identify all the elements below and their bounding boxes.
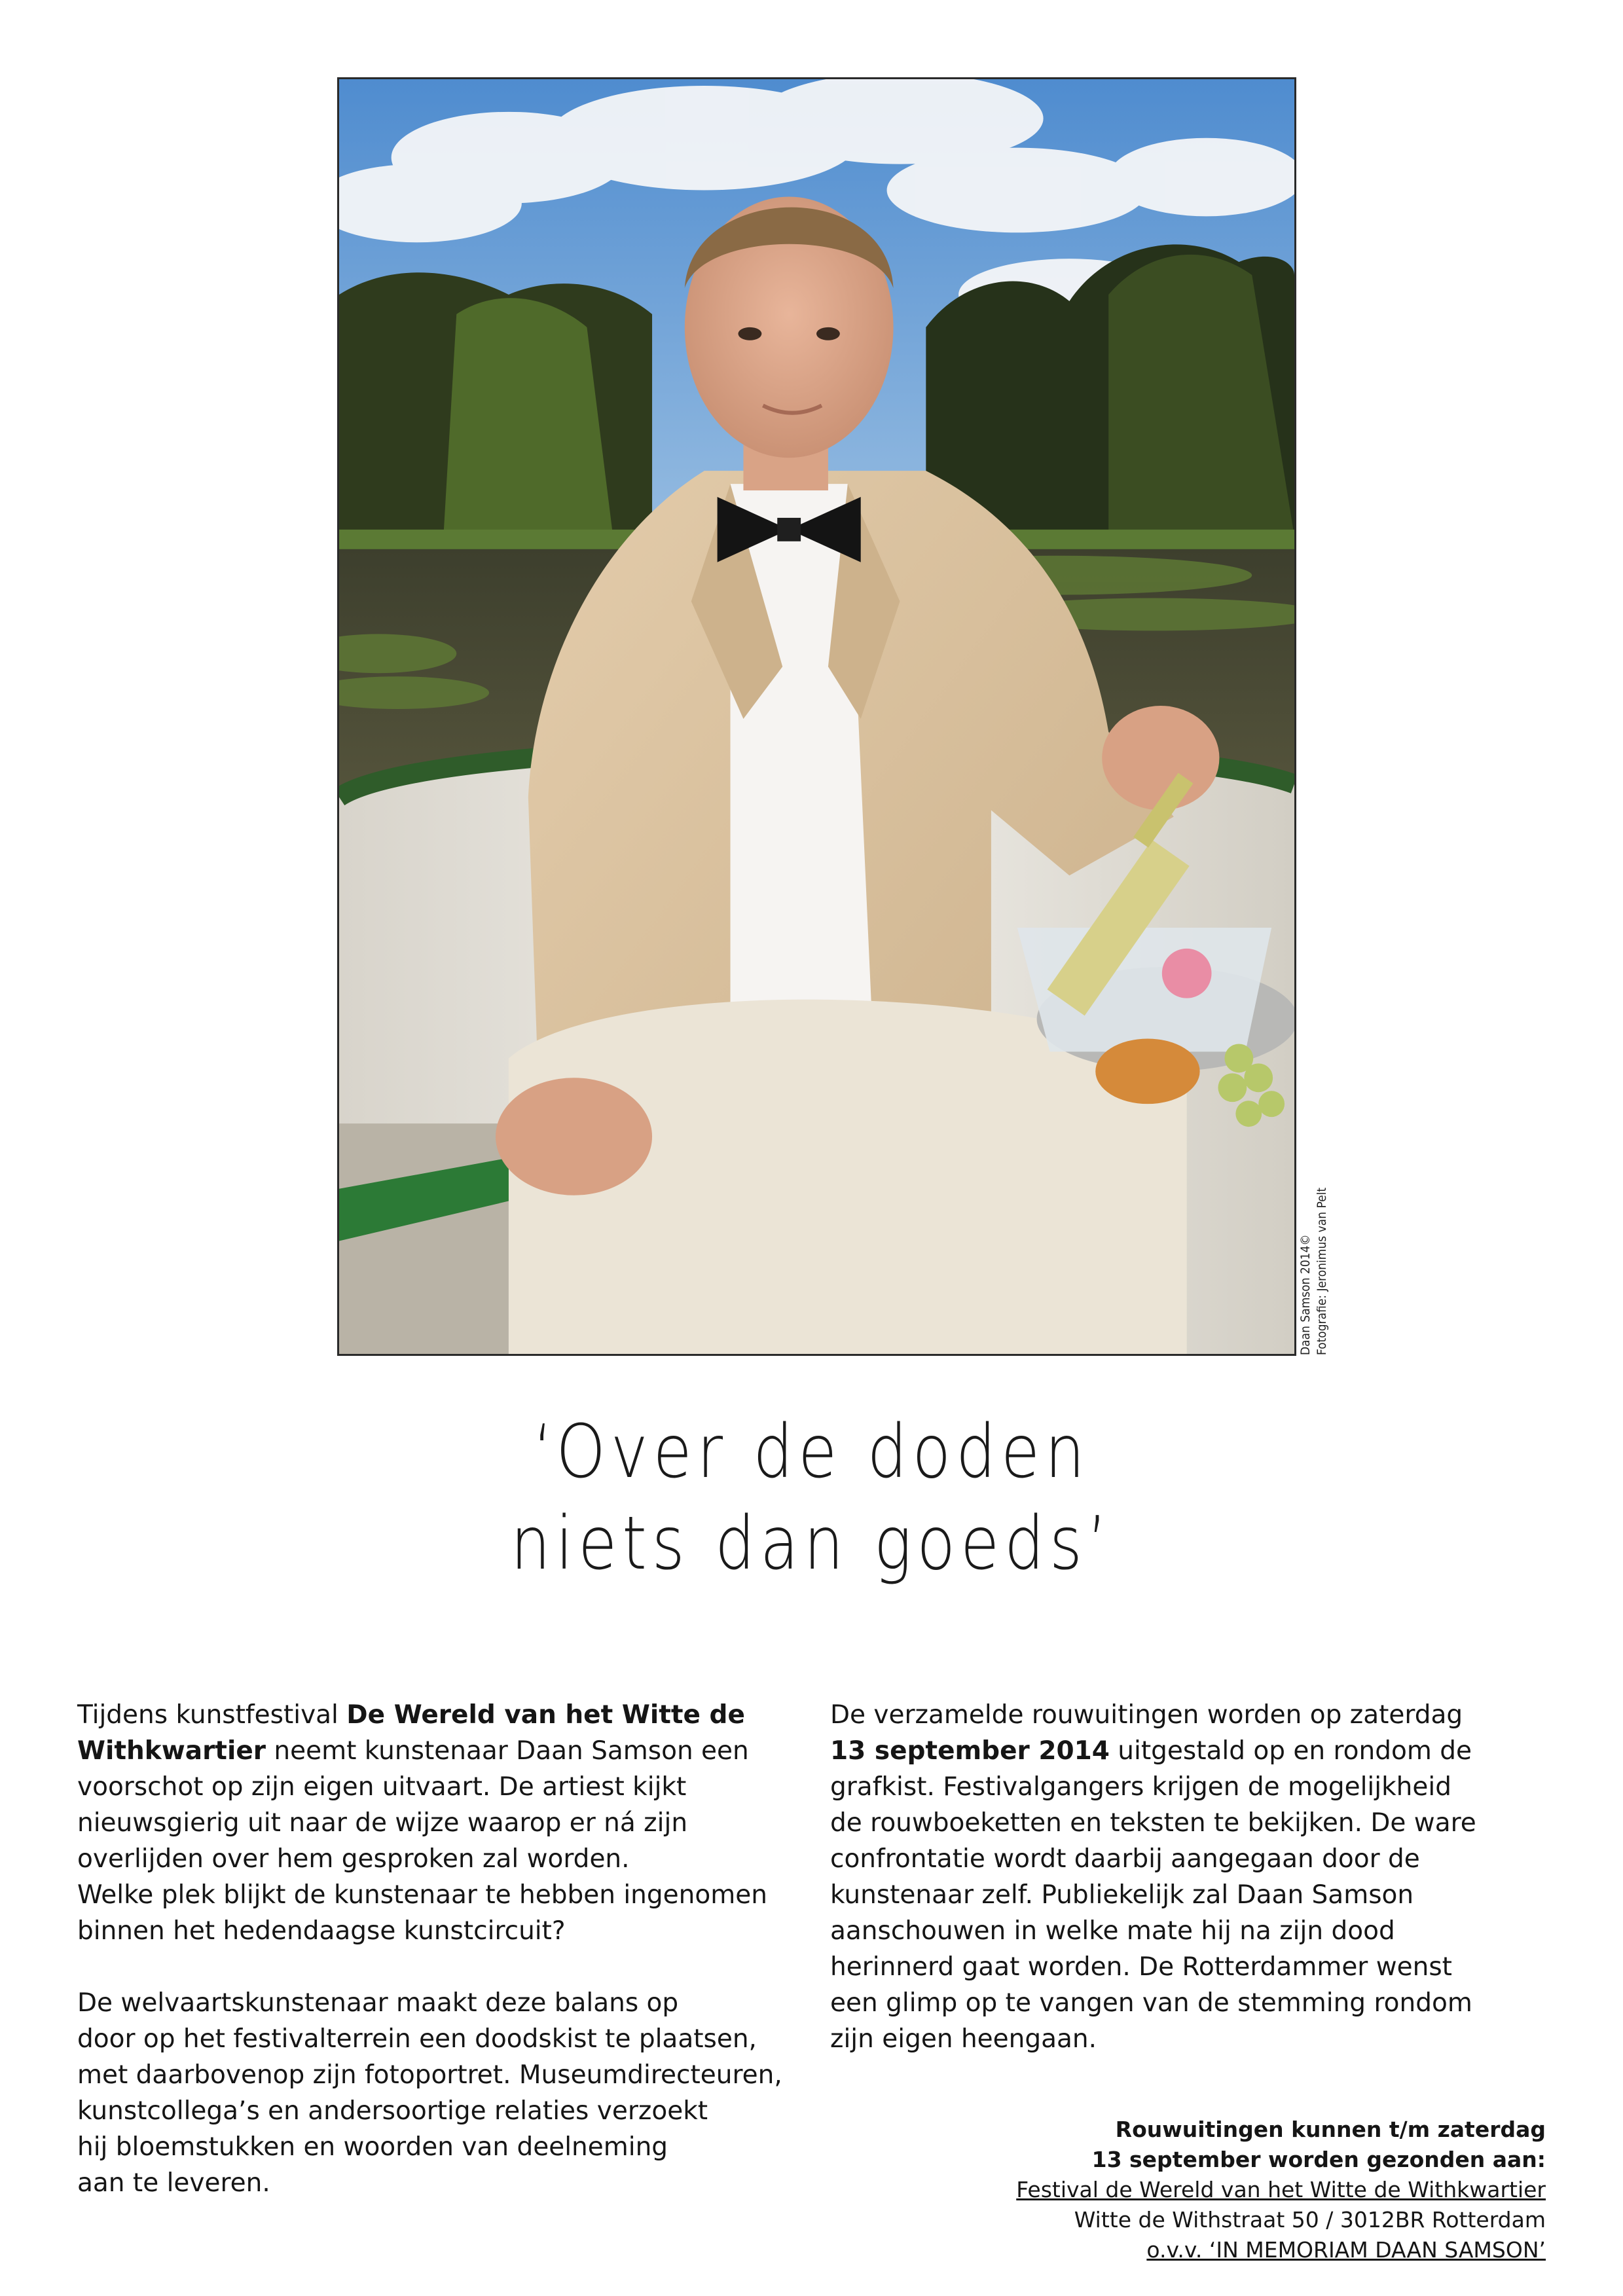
text-line: een glimp op te vangen van de stemming rondom xyxy=(830,1988,1472,2018)
text-line: door op het festivalterrein een doodskist te plaatsen, xyxy=(77,2024,757,2054)
text-line: binnen het hedendaagse kunstcircuit? xyxy=(77,1916,566,1946)
text-line: De welvaartskunstenaar maakt deze balans op xyxy=(77,1988,679,2018)
text-line: hij bloemstukken en woorden van deelneming xyxy=(77,2132,668,2162)
text-line: aanschouwen in welke mate hij na zijn dood xyxy=(830,1916,1395,1946)
text-line: kunstenaar zelf. Publiekelijk zal Daan Samson xyxy=(830,1880,1414,1910)
notice-deadline: Rouwuitingen kunnen t/m zaterdag xyxy=(1115,2117,1546,2142)
notice-reference: o.v.v. ‘IN MEMORIAM DAAN SAMSON’ xyxy=(1146,2237,1546,2263)
text-line: voorschot op zijn eigen uitvaart. De artiest kijkt xyxy=(77,1772,687,1802)
credit-photographer: Fotografie: Jeronimus van Pelt xyxy=(1315,1187,1329,1355)
text-run: Tijdens kunstfestival xyxy=(77,1700,347,1730)
text-line: herinnerd gaat worden. De Rotterdammer wenst xyxy=(830,1952,1452,1982)
text-line: nieuwsgierig uit naar de wijze waarop er ná zijn xyxy=(77,1808,688,1838)
right-column xyxy=(830,1697,1544,2057)
text-line: met daarbovenop zijn fotoportret. Museumdirecteuren, xyxy=(77,2060,782,2090)
headline xyxy=(114,1406,1510,1590)
headline-line-2: niets dan goeds’ xyxy=(510,1501,1113,1586)
paragraph-intro xyxy=(77,1697,791,1949)
notice-deadline-date: 13 september worden gezonden aan: xyxy=(1091,2147,1546,2172)
text-line: overlijden over hem gesproken zal worden. xyxy=(77,1844,630,1874)
festival-name-bold: Withkwartier xyxy=(77,1736,266,1766)
submission-notice xyxy=(957,2115,1546,2265)
text-line xyxy=(77,1733,791,1769)
notice-address: Witte de Withstraat 50 / 3012BR Rotterdam xyxy=(1074,2207,1546,2232)
paragraph-spacer xyxy=(77,1949,791,1985)
text-line: aan te leveren. xyxy=(77,2168,270,2198)
photo-credit xyxy=(1298,1165,1494,1362)
paragraph-balance xyxy=(77,1985,791,2201)
text-line xyxy=(830,1733,1544,1769)
headline-line-1: ‘Over de doden xyxy=(533,1410,1090,1495)
event-date-bold: 13 september 2014 xyxy=(830,1736,1110,1766)
text-line: De verzamelde rouwuitingen worden op zaterdag xyxy=(830,1700,1463,1730)
paragraph-exhibition xyxy=(830,1697,1544,2057)
text-line: de rouwboeketten en teksten te bekijken. De ware xyxy=(830,1808,1476,1838)
left-column xyxy=(77,1697,791,2201)
text-line: kunstcollega’s en andersoortige relaties verzoekt xyxy=(77,2096,708,2126)
festival-name-bold: De Wereld van het Witte de xyxy=(346,1700,745,1730)
portrait-photo-illustration xyxy=(339,79,1294,1354)
text-line xyxy=(77,1697,791,1733)
text-run: neemt kunstenaar Daan Samson een xyxy=(266,1736,749,1766)
portrait-photo xyxy=(337,77,1296,1356)
text-line: zijn eigen heengaan. xyxy=(830,2024,1097,2054)
text-line: confrontatie wordt daarbij aangegaan door de xyxy=(830,1844,1420,1874)
credit-copyright: Daan Samson 2014© xyxy=(1298,1234,1313,1355)
text-run: uitgestald op en rondom de xyxy=(1109,1736,1472,1766)
notice-recipient: Festival de Wereld van het Witte de Withkwartier xyxy=(1016,2177,1546,2202)
text-line: Welke plek blijkt de kunstenaar te hebben ingenomen xyxy=(77,1880,767,1910)
text-line: grafkist. Festivalgangers krijgen de mogelijkheid xyxy=(830,1772,1451,1802)
